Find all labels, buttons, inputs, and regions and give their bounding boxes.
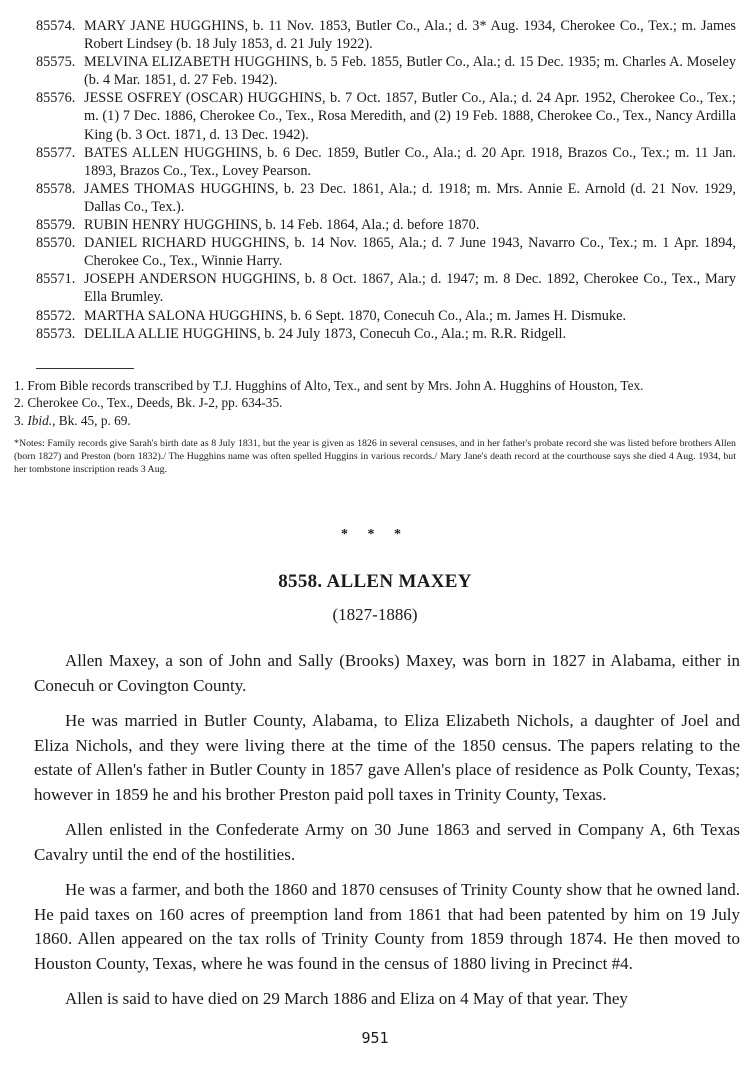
entry <box>36 307 736 325</box>
entry-text: JOSEPH ANDERSON HUGGHINS, b. 8 Oct. 1867, Ala.; d. 1947; m. 8 Dec. 1892, Cherokee Co., Tex., Mary Ella Brumley. <box>84 271 736 306</box>
entry <box>36 144 736 180</box>
entry-number: 85571. <box>36 271 76 288</box>
paragraph: Allen enlisted in the Confederate Army on 30 June 1863 and served in Company A, 6th Texas Cavalry until the end of the hostilities. <box>34 820 740 864</box>
footnote-text: Cherokee Co., Tex., Deeds, Bk. J-2, pp. 634-35. <box>27 395 283 411</box>
entry-text: JAMES THOMAS HUGGHINS, b. 23 Dec. 1861, Ala.; d. 1918; m. Mrs. Annie E. Arnold (d. 21 Nov. 1929, Dallas Co., Tex.). <box>84 180 736 215</box>
footnote-text: , Bk. 45, p. 69. <box>52 412 131 428</box>
entry-number: 85572. <box>36 307 76 324</box>
footnote-number: 1. <box>14 378 24 393</box>
footnotes <box>14 377 736 476</box>
life-dates: (1827-1886) <box>332 605 418 624</box>
footnote-number: 3. <box>14 412 24 428</box>
family-records-note: *Notes: Family records give Sarah's birth date as 8 July 1831, but the year is given as 1826 in several censuses, and in her father's probate record she was listed before brothers Allen (born 1827) and Preston (born 1832)./ The Hugghins name was often spelled Huggins in various records./ Mary Jane's death record at the courthouse says she died 4 Aug. 1934, but her tombstone inscription reads 3 Aug. <box>14 438 736 476</box>
paragraph: Allen Maxey, a son of John and Sally (Brooks) Maxey, was born in 1827 in Alabama, either in Conecuh or Covington County. <box>34 651 740 695</box>
entry <box>36 17 736 53</box>
entry-text: BATES ALLEN HUGGHINS, b. 6 Dec. 1859, Butler Co., Ala.; d. 20 Apr. 1918, Brazos Co., Tex.; m. 11 Jan. 1893, Brazos Co., Tex., Lovey Pearson. <box>84 144 736 179</box>
biography-body <box>34 649 740 1023</box>
entry <box>36 180 736 216</box>
entry-number: 85579. <box>36 217 76 234</box>
entry-number: 85575. <box>36 54 76 71</box>
entry-text: MARTHA SALONA HUGGHINS, b. 6 Sept. 1870, Conecuh Co., Ala.; m. James H. Dismuke. <box>84 307 627 324</box>
paragraph: He was married in Butler County, Alabama, to Eliza Elizabeth Nichols, a daughter of Joel and Eliza Nichols, and they were living there at the time of the 1850 census. The papers relating to the estate of Allen's father in Butler County in 1857 gave Allen's place of residence as Polk County, Texas; however in 1859 he and his brother Preston paid poll taxes in Trinity County, Texas. <box>34 711 740 804</box>
entry <box>36 53 736 89</box>
footnote <box>14 394 736 411</box>
entry <box>36 216 736 234</box>
entry-text: JESSE OSFREY (OSCAR) HUGGHINS, b. 7 Oct. 1857, Butler Co., Ala.; d. 24 Apr. 1952, Cherokee Co., Tex.; m. (1) 7 Dec. 1886, Cherokee Co., Tex., Rosa Meredith, and (2) 19 Feb. 1888, Cherokee Co., Tex., Nancy Ardilla King (b. 3 Oct. 1871, d. 13 Dec. 1942). <box>84 90 736 143</box>
footnote-divider <box>36 368 134 369</box>
entry-number: 85576. <box>36 90 76 107</box>
entry <box>36 270 736 306</box>
footnote-text: From Bible records transcribed by T.J. Hugghins of Alto, Tex., and sent by Mrs. John A. Hugghins of Houston, Tex. <box>27 378 644 393</box>
footnote-number: 2. <box>14 395 24 411</box>
entry-text: MELVINA ELIZABETH HUGGHINS, b. 5 Feb. 1855, Butler Co., Ala.; d. 15 Dec. 1935; m. Charles A. Moseley (b. 4 Mar. 1851, d. 27 Feb. 1942). <box>84 54 736 89</box>
footnote <box>14 377 736 394</box>
section-heading: 8558. ALLEN MAXEY <box>278 571 472 592</box>
section-separator: * * * <box>341 527 409 542</box>
paragraph: Allen is said to have died on 29 March 1886 and Eliza on 4 May of that year. They <box>65 989 628 1008</box>
entry-number: 85578. <box>36 180 76 197</box>
paragraph: He was a farmer, and both the 1860 and 1870 censuses of Trinity County show that he owned land. He paid taxes on 160 acres of preemption land from 1861 that had been patented by him on 19 July 1860. Allen appeared on the tax rolls of Trinity County from 1859 through 1874. He then moved to Houston County, Texas, where he was found in the census of 1880 living in Precinct #4. <box>34 880 740 973</box>
footnote-ibid: Ibid. <box>27 412 53 428</box>
entry-text: RUBIN HENRY HUGGHINS, b. 14 Feb. 1864, Ala.; d. before 1870. <box>84 217 480 234</box>
entry <box>36 234 736 270</box>
entry-number: 85574. <box>36 18 76 34</box>
descendant-entries <box>36 17 736 343</box>
entry <box>36 89 736 143</box>
entry-text: DANIEL RICHARD HUGGHINS, b. 14 Nov. 1865, Ala.; d. 7 June 1943, Navarro Co., Tex.; m. 1 Apr. 1894, Cherokee Co., Tex., Winnie Harry. <box>84 235 736 270</box>
entry-number: 85573. <box>36 325 76 342</box>
entry-text: MARY JANE HUGGHINS, b. 11 Nov. 1853, Butler Co., Ala.; d. 3* Aug. 1934, Cherokee Co., Tex.; m. James Robert Lindsey (b. 18 July 1853, d. 21 July 1922). <box>84 18 736 53</box>
page-number: 951 <box>361 1029 389 1047</box>
entry-text: DELILA ALLIE HUGGHINS, b. 24 July 1873, Conecuh Co., Ala.; m. R.R. Ridgell. <box>84 325 567 342</box>
entry-number: 85577. <box>36 144 76 161</box>
entry-number: 85570. <box>36 235 76 252</box>
footnote <box>14 412 736 429</box>
entry <box>36 325 736 343</box>
